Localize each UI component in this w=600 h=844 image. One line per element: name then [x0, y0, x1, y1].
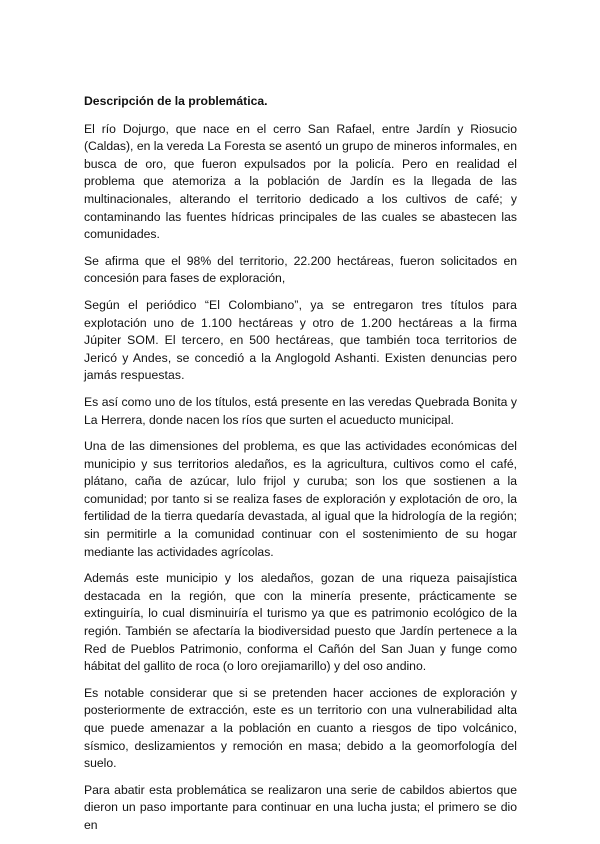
paragraph-actividades-economicas: Una de las dimensiones del problema, es que las actividades económicas del municipio y sus territorios aledaños, es la agricultura, cultivos como el café, plátano, caña de azúcar, lulo frijol y curuba; son los que sostienen a la comunidad; por tanto si se realiza fases de exploración y explotación de oro, la fertilidad de la tierra quedaría devastada, al igual que la hidrología de la región; sin permitirle a la comunidad continuar con el sostenimiento de su hogar mediante las actividades agrícolas. — [84, 439, 517, 559]
document-body — [84, 93, 517, 844]
paragraph-titulos-explotacion: Según el periódico “El Colombiano”, ya se entregaron tres títulos para explotación uno de 1.100 hectáreas y otro de 1.200 hectáreas a la firma Júpiter SOM. El tercero, en 500 hectáreas, que también toca territorios de Jericó y Andes, se concedió a la Anglogold Ashanti. Existen denuncias pero jamás respuestas. — [84, 297, 517, 383]
paragraph-territorio-concesion: Se afirma que el 98% del territorio, 22.200 hectáreas, fueron solicitados en concesión para fases de exploración, — [84, 253, 517, 286]
paragraph-veredas: Es así como uno de los títulos, está presente en las veredas Quebrada Bonita y La Herrera, donde nacen los ríos que surten el acueducto municipal. — [84, 394, 517, 427]
paragraph-cabildos: Para abatir esta problemática se realizaron una serie de cabildos abiertos que dieron un paso importante para continuar en una lucha justa; el primero se dio en — [84, 782, 517, 832]
paragraph-rio-dojurgo: El río Dojurgo, que nace en el cerro San Rafael, entre Jardín y Riosucio (Caldas), en la vereda La Foresta se asentó un grupo de mineros informales, en busca de oro, que fueron expulsados por la policía. Pero en realidad el problema que atemoriza a la población de Jardín es la llegada de las multinacionales, alterando el territorio dedicado a los cultivos de café; y contaminando las fuentes hídricas principales de las cuales se abastecen las comunidades. — [84, 121, 517, 242]
paragraph-riqueza-paisajistica: Además este municipio y los aledaños, gozan de una riqueza paisajística destacada en la región, que con la minería presente, prácticamente se extinguiría, lo cual disminuiría el turismo ya que es patrimonio ecológico de la región. También se afectaría la biodiversidad puesto que Jardín pertenece a la Red de Pueblos Patrimonio, conforma el Cañón del San Juan y funge como hábitat del gallito de roca (o loro orejiamarillo) y del oso andino. — [84, 571, 517, 674]
paragraph-vulnerabilidad: Es notable considerar que si se pretenden hacer acciones de exploración y posteriormente de extracción, este es un territorio con una vulnerabilidad alta que puede amenazar a la población en cuanto a riesgos de tipo volcánico, sísmico, deslizamientos y remoción en masa; debido a la geomorfología del suelo. — [84, 685, 517, 771]
section-heading: Descripción de la problemática. — [84, 94, 268, 108]
